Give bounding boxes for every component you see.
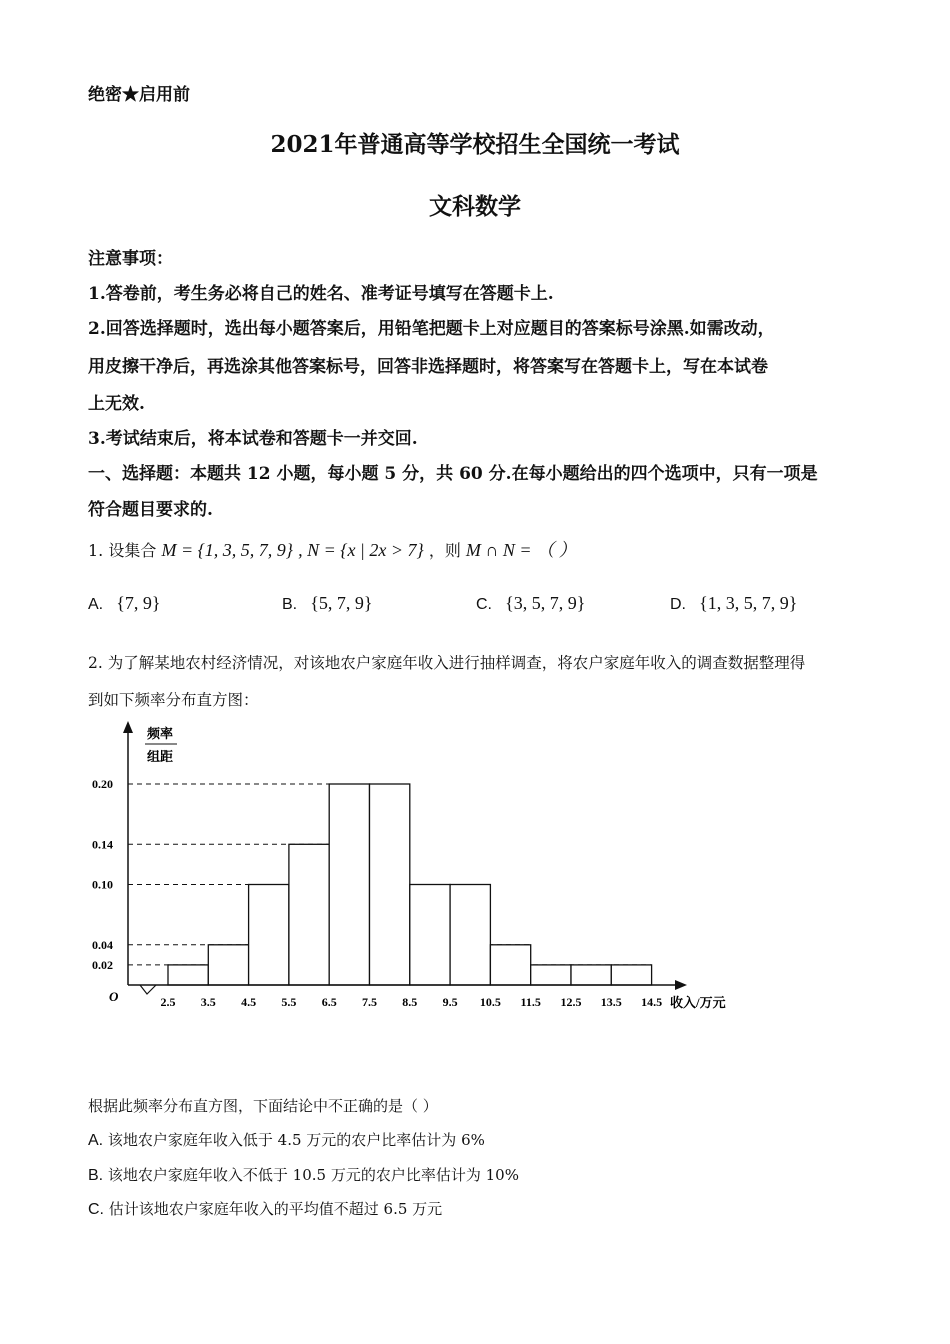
- histogram-bar: [410, 885, 450, 986]
- x-tick-label: 10.5: [479, 995, 501, 1009]
- q1-option-b[interactable]: [282, 593, 373, 614]
- section-1-line-1: 一、选择题：本题共 12 小题，每小题 5 分，共 60 分.在每小题给出的四个选项中，只有一项是: [88, 464, 818, 484]
- option-label: A.: [88, 1132, 104, 1149]
- histogram-bar: [611, 965, 651, 985]
- q2-option-b[interactable]: [88, 1164, 519, 1185]
- q1-option-c[interactable]: [476, 593, 585, 614]
- frequency-histogram: [85, 715, 745, 1015]
- secret-mark: 绝密★启用前: [88, 85, 190, 105]
- histogram-bar: [571, 965, 611, 985]
- y-axis-arrow: [123, 721, 133, 733]
- question-1-prefix: 1. 设集合: [88, 541, 157, 560]
- x-tick-label: 12.5: [560, 995, 582, 1009]
- q1-option-d[interactable]: [670, 593, 797, 614]
- x-tick-label: 13.5: [600, 995, 622, 1009]
- set-m-formula: M = {1, 3, 5, 7, 9}: [161, 540, 293, 560]
- x-axis-label: 收入/万元: [670, 995, 726, 1010]
- x-axis-arrow: [675, 980, 687, 990]
- q1-option-a[interactable]: [88, 593, 161, 614]
- histogram-bar: [289, 844, 329, 985]
- question-1: [88, 536, 577, 562]
- x-tick-label: 11.5: [520, 995, 541, 1009]
- histogram-bar: [249, 885, 289, 986]
- histogram-bar: [168, 965, 208, 985]
- option-text: 该地农户家庭年收入低于 4.5 万元的农户比率估计为 6%: [107, 1131, 485, 1149]
- x-tick-label: 7.5: [362, 995, 377, 1009]
- origin-label: O: [109, 989, 119, 1004]
- option-text: 估计该地农户家庭年收入的平均值不超过 6.5 万元: [108, 1200, 443, 1218]
- intersection-formula: M ∩ N = （ ）: [465, 540, 577, 560]
- notes-item-2-line-2: 用皮擦干净后，再选涂其他答案标号，回答非选择题时，将答案写在答题卡上，写在本试卷: [88, 357, 768, 377]
- q2-option-c[interactable]: [88, 1198, 442, 1219]
- option-label: C.: [88, 1201, 104, 1218]
- x-tick-label: 8.5: [402, 995, 418, 1009]
- question-2-line-1: 2. 为了解某地农村经济情况，对该地农户家庭年收入进行抽样调查，将农户家庭年收入的调查数据整理得: [88, 654, 806, 672]
- y-tick-labels: [92, 777, 113, 972]
- y-tick-label: 0.10: [92, 877, 113, 892]
- x-tick-label: 14.5: [641, 995, 663, 1009]
- section-1-line-2: 符合题目要求的.: [88, 500, 213, 520]
- exam-title: 2021年普通高等学校招生全国统一考试: [270, 131, 680, 158]
- q2-option-a[interactable]: [88, 1129, 485, 1150]
- notes-item-2-line-3: 上无效.: [88, 394, 145, 414]
- histogram-bar: [208, 945, 248, 985]
- x-tick-label: 4.5: [241, 995, 257, 1009]
- y-tick-label: 0.14: [92, 837, 113, 852]
- option-label: A.: [88, 596, 104, 613]
- exam-subtitle: 文科数学: [429, 193, 521, 220]
- question-2-line-2: 到如下频率分布直方图：: [88, 691, 259, 709]
- option-value: {7, 9}: [116, 593, 161, 613]
- y-tick-label: 0.02: [92, 957, 113, 972]
- x-tick-label: 6.5: [321, 995, 337, 1009]
- histogram-bar: [370, 784, 410, 985]
- x-tick-label: 9.5: [442, 995, 458, 1009]
- notes-heading: 注意事项：: [88, 249, 173, 269]
- x-tick-label: 3.5: [200, 995, 216, 1009]
- option-value: {3, 5, 7, 9}: [505, 593, 586, 613]
- y-tick-label: 0.20: [92, 777, 113, 791]
- histogram-bar: [329, 784, 369, 985]
- histogram-bar: [531, 965, 571, 985]
- option-value: {1, 3, 5, 7, 9}: [699, 593, 798, 613]
- x-tick-label: 5.5: [281, 995, 297, 1009]
- x-tick-label: 2.5: [160, 995, 176, 1009]
- y-label-top: 频率: [147, 726, 174, 741]
- y-label-bottom: 组距: [147, 749, 174, 764]
- x-tick-labels: [161, 995, 663, 1009]
- option-label: B.: [88, 1167, 104, 1184]
- option-text: 该地农户家庭年收入不低于 10.5 万元的农户比率估计为 10%: [107, 1166, 519, 1184]
- histogram-bar: [490, 945, 530, 985]
- y-tick-label: 0.04: [92, 937, 113, 952]
- set-n-formula: , N = {x | 2x > 7}: [298, 540, 424, 560]
- notes-item-1: 1.答卷前，考生务必将自己的姓名、准考证号填写在答题卡上.: [88, 284, 554, 304]
- notes-item-3: 3.考试结束后，将本试卷和答题卡一并交回.: [88, 429, 418, 449]
- axis-break-mark: [140, 985, 156, 994]
- option-label: C.: [476, 596, 492, 613]
- notes-item-2-line-1: 2.回答选择题时，选出每小题答案后，用铅笔把题卡上对应题目的答案标号涂黑.如需改动，: [88, 319, 775, 339]
- question-1-suffix: ，则: [428, 541, 461, 560]
- option-label: B.: [282, 596, 298, 613]
- question-2-prompt: 根据此频率分布直方图，下面结论中不正确的是（ ）: [88, 1097, 438, 1115]
- histogram-bar: [450, 885, 490, 986]
- option-value: {5, 7, 9}: [310, 593, 373, 613]
- option-label: D.: [670, 596, 686, 613]
